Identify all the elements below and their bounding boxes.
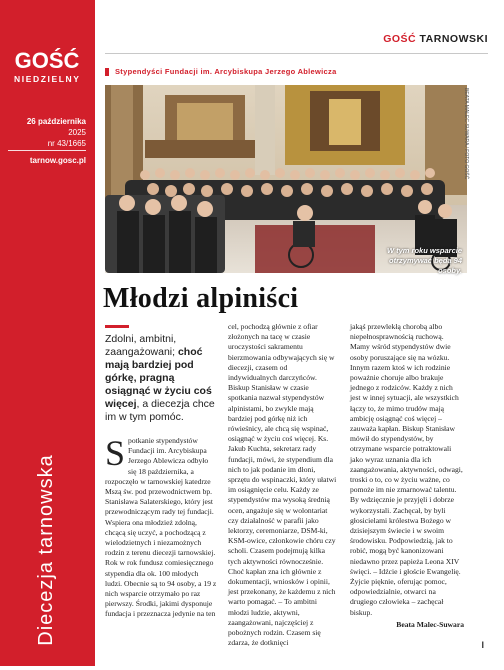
column-3-text: jakąś przewlekłą chorobą albo niepełnosprawnością ruchową. Mamy wśród stypendystów dwie osoby poruszające się na wózku. Innym razem ktoś w ich rodzinie poważnie choruje albo brakuje jednego z rodziców. Każdy z nich jest w innej sytuacji, ale wszystkich łączy to, że mimo trudów mają ambicję osiągnąć coś więcej – zauważa kapłan. Biskup Stanisław mówił do stypendystów, by otrzymane wsparcie potraktowali jako wyraz uznania dla ich zaangażowania, aktywności, odwagi, troski o to, co w życiu ważne, co pomoże im nie zmarnować talentu. By wdzięcznie je przyjęli i dobrze wykorzystali. Zachęcał, by byli głosicielami królestwa Bożego w dzisiejszym świecie i w swoim środowisku. Podpowiedzią, jak to robić, mogą być kanonizowani niedawno przez papieża Leona XIV święci. – Idźcie i głoście Ewangelię. Żyjcie pięknie, oferując pomoc, odpowiedzialnie, otwarci na drugiego człowieka – zachęcał biskup.: [350, 322, 463, 617]
magazine-logo: [14, 50, 80, 84]
issue-year: 2025: [68, 128, 86, 137]
lead-text-bold: choć mają bardziej pod górkę, pragną osiągnąć w życiu coś więcej: [105, 346, 212, 410]
issue-number: nr 43/1665: [47, 139, 86, 148]
logo-main-text: GOŚĆ: [14, 48, 80, 73]
sidebar: [0, 0, 95, 666]
photo-credit: [461, 88, 475, 268]
drop-cap: S: [105, 433, 126, 473]
article-byline: Beata Malec-Suwara: [396, 619, 464, 629]
group-photo: [105, 85, 467, 273]
page-number: I: [481, 640, 484, 650]
photo-credit-text: BEATA MALEC-SUWARA / FOTO GOŚĆ: [463, 88, 469, 180]
header-rule: [105, 53, 488, 54]
kicker-accent-bar: [105, 68, 109, 76]
brand-gosc: GOŚĆ: [383, 33, 417, 45]
issue-info: [8, 116, 86, 149]
sidebar-divider: [8, 150, 86, 151]
lead-accent-bar: [105, 325, 129, 328]
kicker-text: Stypendyści Fundacji im. Arcybiskupa Jerzego Ablewicza: [115, 67, 337, 76]
website-link[interactable]: tarnow.gosc.pl: [29, 156, 86, 165]
edition-vertical-title: Diecezja tarnowska: [35, 454, 57, 646]
group-photo-illustration: [105, 85, 467, 273]
photo-caption: W tym roku wsparcie otrzymywać będą 94 osoby.: [386, 246, 462, 275]
lead-text-part1: Zdolni, ambitni, zaangażowani;: [105, 333, 178, 358]
article-column-3: [350, 322, 464, 630]
article-headline: Młodzi alpiniści: [103, 283, 299, 314]
brand-region: TARNOWSKI: [419, 33, 488, 45]
article-kicker: [105, 67, 337, 76]
column-1-text: potkanie stypendystów Fundacji im. Arcybiskupa Jerzego Ablewicza odbyło się 18 października, a rozpoczęło w tarnowskiej katedrze Mszą św. pod przewodnictwem bp. Stanisława Salaterskiego, który jest przewodniczącym rady tej fundacji. Wspiera ona młodzież zdolną, chcącą się uczyć, a pochodzącą z wielodzietnych i niezamożnych rodzin z terenu diecezji tarnowskiej. Rok w rok fundusz comiesięcznego stypendia dla ok. 100 młodych ludzi. Obecnie są to 94 osoby, a 19 z nich wsparcie otrzymało po raz pierwszy. Środki, jakimi dysponuje fundacja i przeznacza jedynie na ten: [105, 436, 217, 619]
article-lead: [105, 333, 220, 424]
logo-sub-text: NIEDZIELNY: [14, 74, 81, 84]
lead-text-part2: , a diecezja chce im w tym pomóc.: [105, 398, 215, 423]
issue-date: 26 października: [26, 117, 86, 126]
article-column-2: cel, pochodzą głównie z ofiar złożonych na tacę w czasie uroczystości sakramentu bierzmowania odbywających się w diecezji, czasem od indywidualnych darczyńców. Biskup Stanisław w czasie spotkania nazwał stypendystów alpinistami, bo zwykle mają bardziej pod górkę niż ich rówieśnicy, ale chcą się wspinać, osiągnąć w życiu coś więcej. Ks. Jakub Kuchta, sekretarz rady fundacji, mówi, że stypendium dla nich to jak podanie im dłoni, sprzętu do wspinaczki, który ułatwi im osiągnięcie celu. Każdy ze stypendystów ma wysoką średnią ocen, angażuje się w wolontariat czy działalność w parafii jako lektorzy, ceremoniarze, DSM-ki, KSM-owice, członkowie chóru czy scholi. Czasem podejmują kilka tych aktywności równocześnie. Choć kapłan zna ich głównie z dokumentacji, wniosków i opinii, jest przekonany, że każdemu z nich warto pomagać. – To ambitni młodzi ludzie, aktywni, zaangażowani, najczęściej z pobożnych rodzin. Czasem się zdarza, że dotknięci: [228, 322, 337, 648]
header-brand: [383, 33, 488, 45]
article-column-1: [105, 433, 217, 620]
